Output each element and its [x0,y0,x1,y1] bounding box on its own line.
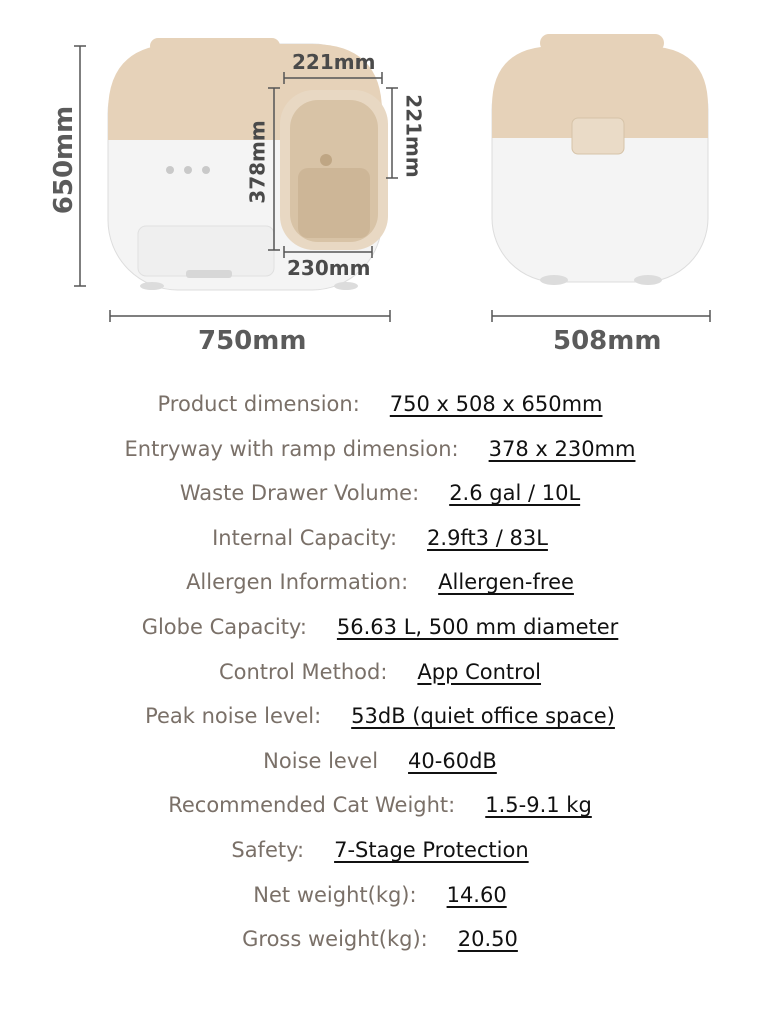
spec-row-product-dimension [0,392,760,437]
front-width-label: 750mm [198,326,307,356]
spec-row-noise-level [0,749,760,794]
spec-label: Product dimension: [157,392,360,416]
spec-row-entryway [0,437,760,482]
side-foot-left [540,275,568,285]
spec-row-globe-capacity [0,615,760,660]
spec-row-allergen [0,570,760,615]
spec-label: Control Method: [218,659,388,684]
spec-row-net-weight [0,883,760,928]
side-handle [572,118,624,154]
entry-height-label: 378mm [245,120,270,204]
spec-label: Globe Capacity: [141,614,307,639]
spec-label: Waste Drawer Volume: [179,481,420,506]
drawer-handle [186,270,232,278]
side-view [492,34,708,285]
spec-label: Noise level [263,748,379,773]
spec-row-safety [0,838,760,883]
spec-label: Gross weight(kg): [242,927,428,952]
control-button-2 [184,166,192,174]
entry-bottom-label: 230mm [287,256,371,280]
spec-label: Internal Capacity: [212,525,398,550]
spec-list [0,392,760,972]
side-width-label: 508mm [553,326,662,356]
spec-label: Net weight(kg): [253,882,417,907]
product-drawing [0,0,760,380]
spec-value: 2.9ft3 / 83L [427,525,548,550]
entry-top-label: 221mm [292,50,376,74]
front-top-cap [150,38,280,54]
front-foot-left [140,282,164,290]
spec-value: 56.63 L, 500 mm diameter [336,614,619,639]
control-button-1 [166,166,174,174]
entryway-ramp [298,168,370,238]
spec-value: 53dB (quiet office space) [351,704,615,729]
product-illustration [0,0,760,380]
spec-value: 1.5-9.1 kg [485,793,592,818]
spec-value: 378 x 230mm [488,436,636,461]
spec-label: Entryway with ramp dimension: [124,436,459,461]
spec-label: Recommended Cat Weight: [168,793,456,818]
spec-value: 40-60dB [408,748,497,773]
spec-row-internal-capacity [0,526,760,571]
front-foot-right [334,282,358,290]
spec-label: Allergen Information: [186,570,409,595]
side-top-cap [540,34,664,52]
spec-row-control-method [0,660,760,705]
waste-drawer [138,226,274,276]
spec-row-gross-weight [0,927,760,972]
height-label: 650mm [49,105,80,215]
spec-label: Safety: [231,837,305,862]
spec-value: App Control [417,659,542,684]
spec-value: 750 x 508 x 650mm [389,392,603,416]
spec-row-peak-noise [0,704,760,749]
entry-logo [320,154,332,166]
spec-value: 14.60 [446,882,507,907]
spec-value: 7-Stage Protection [334,837,529,862]
spec-value: 2.6 gal / 10L [449,481,581,506]
spec-row-waste-drawer [0,481,760,526]
side-foot-right [634,275,662,285]
spec-label: Peak noise level: [145,704,322,729]
entry-side-label: 221mm [401,94,426,178]
spec-value: Allergen-free [438,570,574,595]
control-button-3 [202,166,210,174]
spec-row-cat-weight [0,793,760,838]
spec-value: 20.50 [457,927,518,952]
